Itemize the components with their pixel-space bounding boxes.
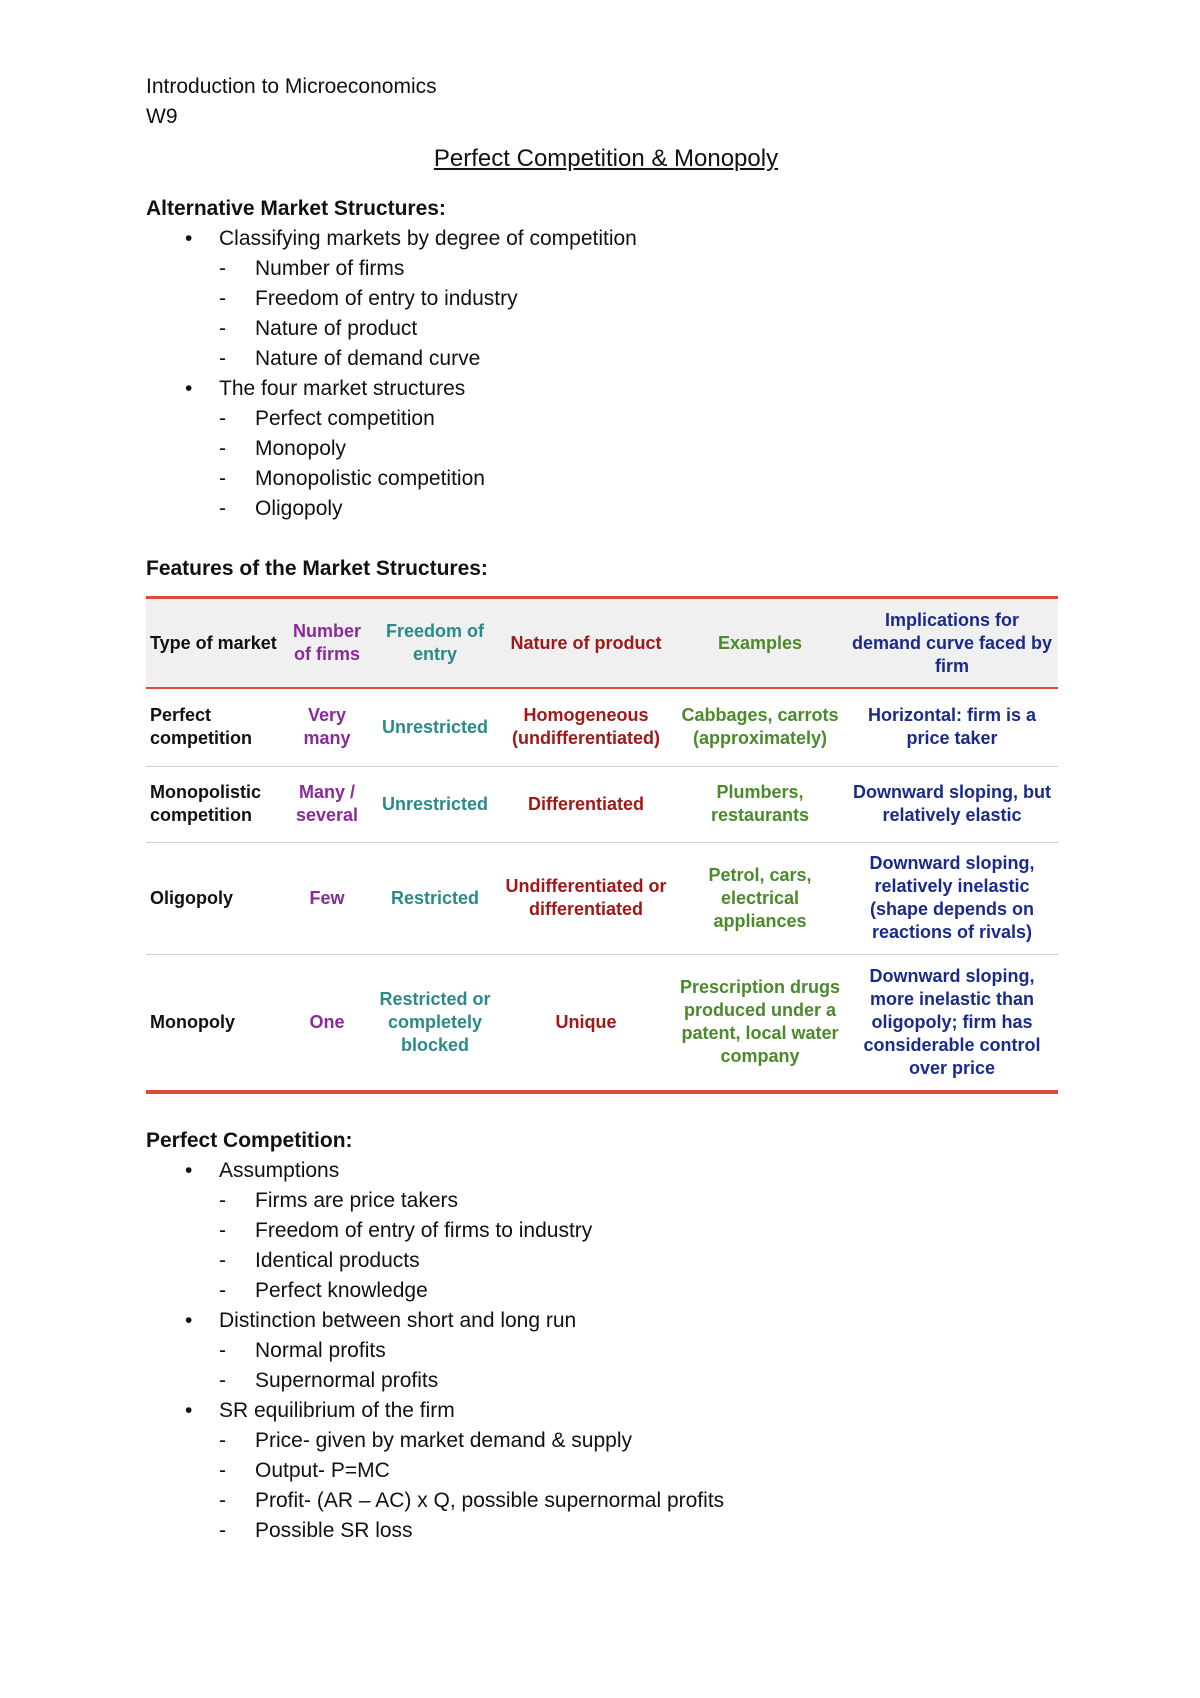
sub-text: Identical products [255,1249,420,1272]
cell-number: One [309,1011,345,1032]
sub-text: Output- P=MC [255,1459,390,1482]
cell-implications: Horizontal: firm is a price taker [867,705,1037,749]
sub-list [219,1186,1066,1306]
header-type-of-market: Type of market [150,632,277,653]
bullet-list-alternative [146,224,1066,524]
bullet-text: The four market structures [219,377,466,400]
header-examples: Examples [717,632,803,653]
bullet-item [146,1396,1066,1546]
bullet-item [146,224,1066,374]
cell-number: Few [309,887,345,908]
sub-list [219,254,1066,374]
cell-implications: Downward sloping, but relatively elastic [853,782,1051,825]
sub-item [219,1516,1066,1546]
dash-icon: - [219,437,226,460]
sub-text: Nature of demand curve [255,347,481,370]
sub-item [219,1456,1066,1486]
cell-type: Monopolistic competition [150,782,261,825]
header-nature-of-product: Nature of product [510,632,662,653]
sub-text: Oligopoly [255,497,343,520]
sub-item [219,1276,1066,1306]
cell-number: Very many [303,705,351,749]
sub-text: Firms are price takers [255,1189,459,1212]
cell-entry: Unrestricted [381,716,489,737]
dash-icon: - [219,1219,226,1242]
dash-icon: - [219,1519,226,1542]
sub-item [219,314,1066,344]
table-header-row [146,598,1058,689]
dash-icon: - [219,497,226,520]
header-freedom-of-entry: Freedom of entry [385,621,484,664]
page-title: Perfect Competition & Monopoly [433,145,779,172]
sub-text: Supernormal profits [255,1369,439,1392]
sub-item [219,254,1066,284]
bullet-item [146,1306,1066,1396]
section-heading-alternative: Alternative Market Structures: [146,197,446,220]
bullet-icon: • [185,227,193,250]
bullet-text: SR equilibrium of the firm [219,1399,455,1422]
bullet-item [146,374,1066,524]
sub-list [219,1426,1066,1546]
sub-item [219,344,1066,374]
sub-text: Profit- (AR – AC) x Q, possible supernormal profits [255,1489,725,1512]
bullet-icon: • [185,1399,193,1422]
dash-icon: - [219,1249,226,1272]
sub-item [219,284,1066,314]
table-row [146,766,1058,842]
cell-nature: Differentiated [527,793,644,814]
sub-text: Freedom of entry to industry [255,287,518,310]
cell-number: Many / several [295,782,359,825]
dash-icon: - [219,1339,226,1362]
sub-item [219,404,1066,434]
dash-icon: - [219,1279,226,1302]
dash-icon: - [219,347,226,370]
sub-item [219,1486,1066,1516]
header-implications: Implications for demand curve faced by firm [851,609,1053,676]
sub-text: Monopolistic competition [255,467,485,490]
sub-text: Perfect competition [255,407,435,430]
sub-list [219,404,1066,524]
dash-icon: - [219,1369,226,1392]
table-row [146,688,1058,766]
cell-type: Oligopoly [150,887,233,908]
cell-implications: Downward sloping, relatively inelastic (shape depends on reactions of rivals) [869,853,1035,942]
cell-examples: Prescription drugs produced under a patent, local water company [679,977,841,1067]
sub-text: Freedom of entry of firms to industry [255,1219,593,1242]
header-number-of-firms: Number of firms [292,621,361,664]
week-label: W9 [146,105,178,128]
market-structures-table-wrapper [146,596,1058,1094]
sub-text: Number of firms [255,257,405,280]
sub-item [219,494,1066,524]
sub-item [219,1216,1066,1246]
sub-item [219,464,1066,494]
market-structures-table [146,596,1058,1094]
sub-text: Monopoly [255,437,347,460]
dash-icon: - [219,1489,226,1512]
sub-item [219,1186,1066,1216]
section-heading-features: Features of the Market Structures: [146,557,488,580]
bullet-icon: • [185,377,193,400]
dash-icon: - [219,287,226,310]
dash-icon: - [219,407,226,430]
dash-icon: - [219,1459,226,1482]
section-heading-perfect-competition: Perfect Competition: [146,1129,353,1152]
course-name: Introduction to Microeconomics [146,75,437,98]
bullet-text: Distinction between short and long run [219,1309,577,1332]
cell-examples: Cabbages, carrots (approximately) [681,705,839,749]
cell-nature: Unique [555,1011,617,1032]
dash-icon: - [219,467,226,490]
cell-type: Perfect competition [150,705,252,749]
cell-type: Monopoly [150,1011,235,1032]
dash-icon: - [219,317,226,340]
document-body [146,72,1066,1546]
sub-list [219,1336,1066,1396]
cell-nature: Undifferentiated or differentiated [505,876,667,919]
bullet-item [146,1156,1066,1306]
sub-text: Possible SR loss [255,1519,413,1542]
bullet-text: Classifying markets by degree of competition [219,227,637,250]
cell-nature: Homogeneous (undifferentiated) [512,705,660,749]
bullet-text: Assumptions [219,1159,340,1182]
sub-item [219,434,1066,464]
sub-item [219,1336,1066,1366]
sub-text: Nature of product [255,317,418,340]
bullet-icon: • [185,1309,193,1332]
cell-entry: Restricted or completely blocked [379,988,491,1055]
cell-implications: Downward sloping, more inelastic than oligopoly; firm has considerable control over price [863,965,1041,1078]
bullet-icon: • [185,1159,193,1182]
table-row [146,954,1058,1092]
dash-icon: - [219,1429,226,1452]
table-row [146,842,1058,954]
sub-item [219,1246,1066,1276]
sub-item [219,1366,1066,1396]
cell-entry: Restricted [390,887,480,908]
cell-examples: Plumbers, restaurants [710,782,810,825]
sub-text: Normal profits [255,1339,386,1362]
sub-item [219,1426,1066,1456]
sub-text: Perfect knowledge [255,1279,428,1302]
dash-icon: - [219,1189,226,1212]
dash-icon: - [219,257,226,280]
bullet-list-perfect-competition [146,1156,1066,1546]
cell-entry: Unrestricted [381,793,489,814]
cell-examples: Petrol, cars, electrical appliances [708,864,812,931]
sub-text: Price- given by market demand & supply [255,1429,633,1452]
